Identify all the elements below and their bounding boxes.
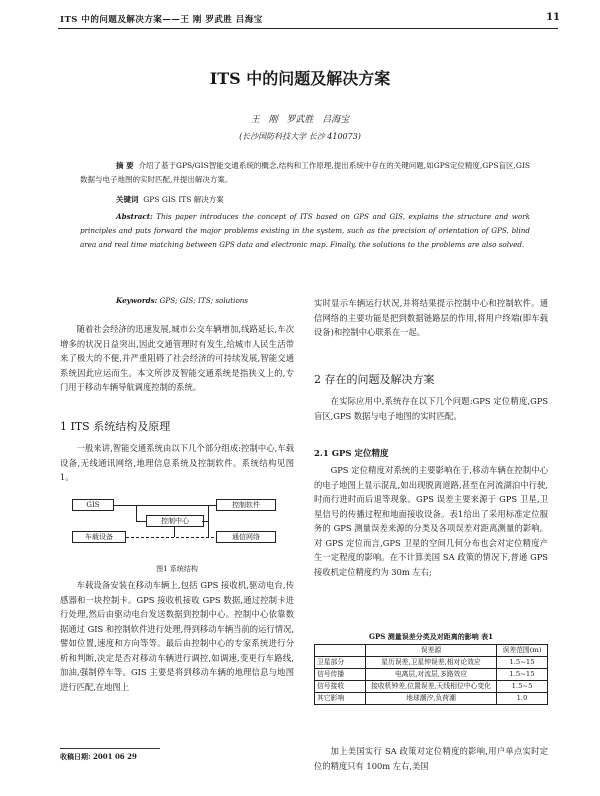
abstract-cn-label: 摘 要 [116, 161, 134, 170]
paper-authors: 王 刚 罗武胜 吕海宝 [250, 115, 350, 125]
figure-box-comm-network: 通信网络 [216, 531, 276, 543]
received-date: 收稿日期: 2001 06 29 [60, 752, 137, 761]
table-cell: 1.5~5 [497, 681, 548, 693]
table-header-cell: 误差范围(m) [497, 645, 548, 657]
body-paragraph: GPS 定位精度对系统的主要影响在于,移动车辆在控制中心的电子地图上显示混乱,如出现脱离道路,甚至在河流湖泊中行驶,时而行进时而后退等现象。GPS 误差主要来源于 GPS 卫星,卫星信号的传播过程和地面接收设备。表1给出了采用标准定位服务的 GPS 测量误差来源的分类及各项误差对距离测量的影响。对 GPS 定位而言,GPS 卫星的空间几何分布也会对定位精度产生一定程度的影响。在不计算美国 SA 政策的情况下,普通 GPS 接收机定位精度约为 30m 左右; [314, 465, 548, 577]
abstract-cn [80, 159, 530, 187]
error-source-table [314, 644, 548, 705]
body-paragraph: 在实际应用中,系统存在以下几个问题:GPS 定位精度,GPS 盲区,GPS 数据与电子地图的实时匹配。 [314, 396, 548, 421]
table-cell: 星历误差,卫星钟误差,相对论效应 [366, 657, 497, 669]
figure-dashed-link [126, 537, 214, 538]
table-cell: 接收机钟差,位置误差,天线相位中心变化 [366, 681, 497, 693]
figure-box-vehicle-equipment: 车载设备 [72, 531, 126, 543]
body-paragraph: 加上美国实行 SA 政策对定位精度的影响,用户单点实时定位的精度只有 100m 左右,美国 [314, 746, 548, 771]
keywords-en-label: Keywords: [116, 296, 158, 305]
figure-connector [136, 521, 146, 522]
figure-connector [208, 505, 209, 537]
subsection-heading-2-1: 2.1 GPS 定位精度 [314, 449, 389, 459]
section-heading-1: 1 ITS 系统结构及原理 [60, 420, 171, 433]
body-paragraph: 一般来讲,智能交通系统由以下几个部分组成:控制中心,车载设备,无线通讯网络,地理信息系统及控制软件。系统结构见图 1。 [60, 443, 294, 482]
table-row [315, 657, 548, 669]
system-structure-figure [60, 497, 294, 569]
table-cell: 1.5~15 [497, 669, 548, 681]
running-header-title: ITS 中的问题及解决方案——王 刚 罗武胜 吕海宝 [60, 15, 263, 25]
table-caption: GPS 测量误差分类及对距离的影响 表1 [368, 632, 494, 641]
figure-box-control-center: 控制中心 [146, 515, 204, 527]
table-cell: 卫星部分 [315, 657, 366, 669]
keywords-cn [116, 193, 530, 207]
figure-caption: 图1 系统结构 [156, 565, 198, 573]
table-cell: 地球潮汐,负荷潮 [366, 693, 497, 705]
abstract-en-text: This paper introduces the concept of ITS based on GPS and GIS, explains the structure and work principles and puts forward the major problems existing in the system, such as the precision of orientation of GPS, blind area and real time matching between GPS data and electronic map. Finally, the solutions to the problems are also solved. [80, 212, 530, 249]
body-paragraph: 随着社会经济的迅速发展,城市公交车辆增加,线路延长,车次增多的状况日益突出,因此交通管理时有发生,给城市人民生活带来了极大的不便,并严重阻碍了社会经济的可持续发展,智能交通系统因此应运而生。本文所涉及智能交通系统是指狭义上的,专门用于移动车辆导航调度控制的系统。 [60, 324, 294, 392]
abstract-cn-text: 介绍了基于GPS/GIS智能交通系统的概念,结构和工作原理,提出系统中存在的关键问题,如GPS定位精度,GPS盲区,GIS数据与电子地图的实时匹配,并提出解决方案。 [80, 161, 530, 184]
figure-box-control-software: 控制软件 [216, 499, 276, 511]
body-paragraph: 实时显示车辆运行状况,并将结果提示控制中心和控制软件。通信网络的主要功能是把到数据链路层的作用,将用户终端(即车载设备)和控制中心联系在一起。 [314, 298, 548, 337]
table-cell: 其它影响 [315, 693, 366, 705]
table-cell: 信号传播 [315, 669, 366, 681]
table-cell: 信号接收 [315, 681, 366, 693]
table-cell: 1.5~15 [497, 657, 548, 669]
abstract-en [80, 210, 530, 252]
keywords-cn-label: 关键词 [116, 195, 139, 204]
keywords-cn-text: GPS GIS ITS 解决方案 [143, 195, 224, 204]
section-heading-2: 2 存在的问题及解决方案 [314, 373, 435, 386]
figure-connector [136, 505, 137, 521]
table-header-row [315, 645, 548, 657]
table-cell: 1.0 [497, 693, 548, 705]
figure-box-gis: GIS [72, 499, 114, 511]
body-paragraph: 车载设备安装在移动车辆上,包括 GPS 接收机,驱动电台,传感器和一块控制卡。GPS 接收机接收 GPS 数据,通过控制卡进行处理,然后由驱动电台发送数据到控制中心。控制中心依靠数据通过 GIS 和控制软件进行处理,得到移动车辆当前的运行情况,譬如位置,速度和方向等等。最后由控制中心的专家系统进行分析和判断,决定是否对移动车辆进行调控,如调速,变更行车路线,加油,强制停车等。GIS 主要是将到移动车辆的地理信息与地图进行匹配,在地图上 [60, 580, 294, 692]
table-header-cell: 误差源 [366, 645, 497, 657]
keywords-en-text: GPS; GIS; ITS; solutions [159, 296, 249, 305]
header-divider [58, 28, 558, 29]
table-row [315, 693, 548, 705]
abstract-en-label: Abstract: [116, 212, 153, 221]
running-header [60, 13, 560, 27]
footnote-divider [60, 748, 160, 749]
figure-connector [174, 527, 175, 537]
table-row [315, 681, 548, 693]
paper-affiliation: (长沙国防科技大学 长沙 410073) [239, 132, 361, 141]
paper-title: ITS 中的问题及解决方案 [209, 69, 391, 88]
figure-connector [114, 505, 216, 506]
table-row [315, 669, 548, 681]
table-header-cell [315, 645, 366, 657]
table-cell: 电离层,对流层,多路效应 [366, 669, 497, 681]
page-number: 11 [546, 12, 560, 23]
